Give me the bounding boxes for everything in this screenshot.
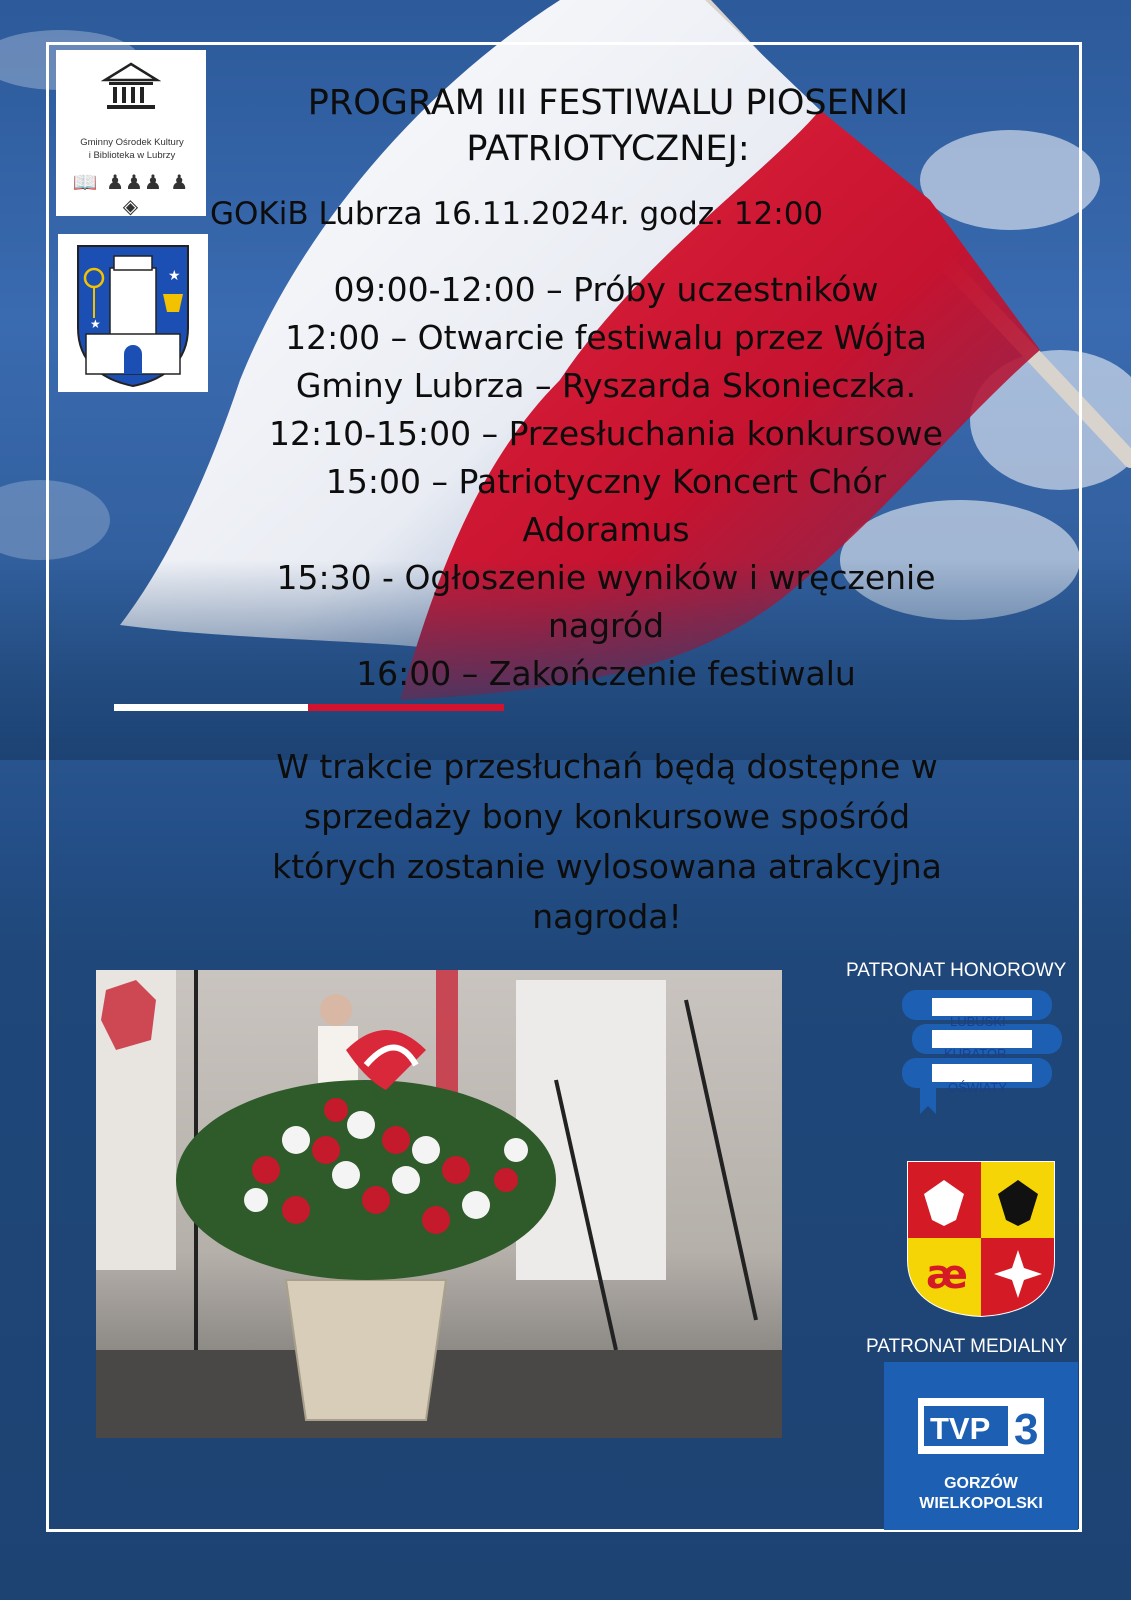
gokib-logo: [56, 50, 206, 216]
flower-basket-photo: [96, 970, 782, 1438]
kurator-line1: LUBUSKI: [950, 1014, 1006, 1029]
kurator-line2: KURATOR: [944, 1046, 1007, 1061]
org-name-line1: Gminny Ośrodek Kultury: [80, 137, 184, 148]
promo-line: W trakcie przesłuchań będą dostępne w: [276, 747, 938, 786]
tvp-number: 3: [1014, 1405, 1039, 1454]
schedule-list: [196, 266, 1016, 698]
schedule-item: 15:30 - Ogłoszenie wyników i wręczenie: [276, 558, 936, 597]
tvp-city-line2: WIELKOPOLSKI: [919, 1495, 1043, 1512]
regional-coat-of-arms-icon: [906, 1160, 1056, 1318]
promo-line: nagroda!: [532, 897, 682, 936]
schedule-item: 15:00 – Patriotyczny Koncert Chór: [325, 462, 887, 501]
schedule-item: Gminy Lubrza – Ryszarda Skonieczka.: [295, 366, 917, 405]
schedule-item: 16:00 – Zakończenie festiwalu: [356, 654, 856, 693]
svg-text:★: ★: [168, 268, 181, 284]
org-name-line2: i Biblioteka w Lubrzy: [88, 150, 176, 161]
media-patronage-label: PATRONAT MEDIALNY: [866, 1336, 1068, 1357]
page-title: PROGRAM III FESTIWALU PIOSENKI PATRIOTYCZNEJ:: [307, 83, 909, 169]
svg-text:æ: æ: [926, 1252, 968, 1298]
tvp3-logo: [884, 1362, 1078, 1530]
family-people-icon: 📖 ♟♟♟ ♟ ◈: [72, 170, 190, 218]
book-stack-icon: [894, 986, 1064, 1136]
event-date-venue: GOKiB Lubrza 16.11.2024r. godz. 12:00: [210, 196, 824, 232]
divider-red: [308, 704, 504, 711]
schedule-item: 12:10-15:00 – Przesłuchania konkursowe: [269, 414, 943, 453]
promo-line: których zostanie wylosowana atrakcyjna: [272, 847, 942, 886]
schedule-item: 09:00-12:00 – Próby uczestników: [333, 270, 879, 309]
promo-text: [196, 742, 1018, 942]
library-building-icon: [101, 62, 161, 110]
kurator-line3: OŚWIATY: [948, 1080, 1007, 1095]
divider-white: [114, 704, 308, 711]
festival-photo: [96, 970, 782, 1438]
svg-text:★: ★: [90, 317, 101, 331]
honorary-patronage-label: PATRONAT HONOROWY: [846, 960, 1067, 981]
municipal-crest: [58, 234, 208, 392]
tvp-text: TVP: [930, 1411, 991, 1446]
tvp3-emblem-icon: [918, 1398, 1044, 1454]
schedule-item: Adoramus: [522, 510, 690, 549]
tvp-city-line1: GORZÓW: [944, 1475, 1018, 1492]
promo-line: sprzedaży bony konkursowe spośród: [303, 797, 911, 836]
schedule-item: 12:00 – Otwarcie festiwalu przez Wójta: [285, 318, 927, 357]
schedule-item: nagród: [547, 606, 665, 645]
municipal-crest-icon: [68, 238, 198, 388]
